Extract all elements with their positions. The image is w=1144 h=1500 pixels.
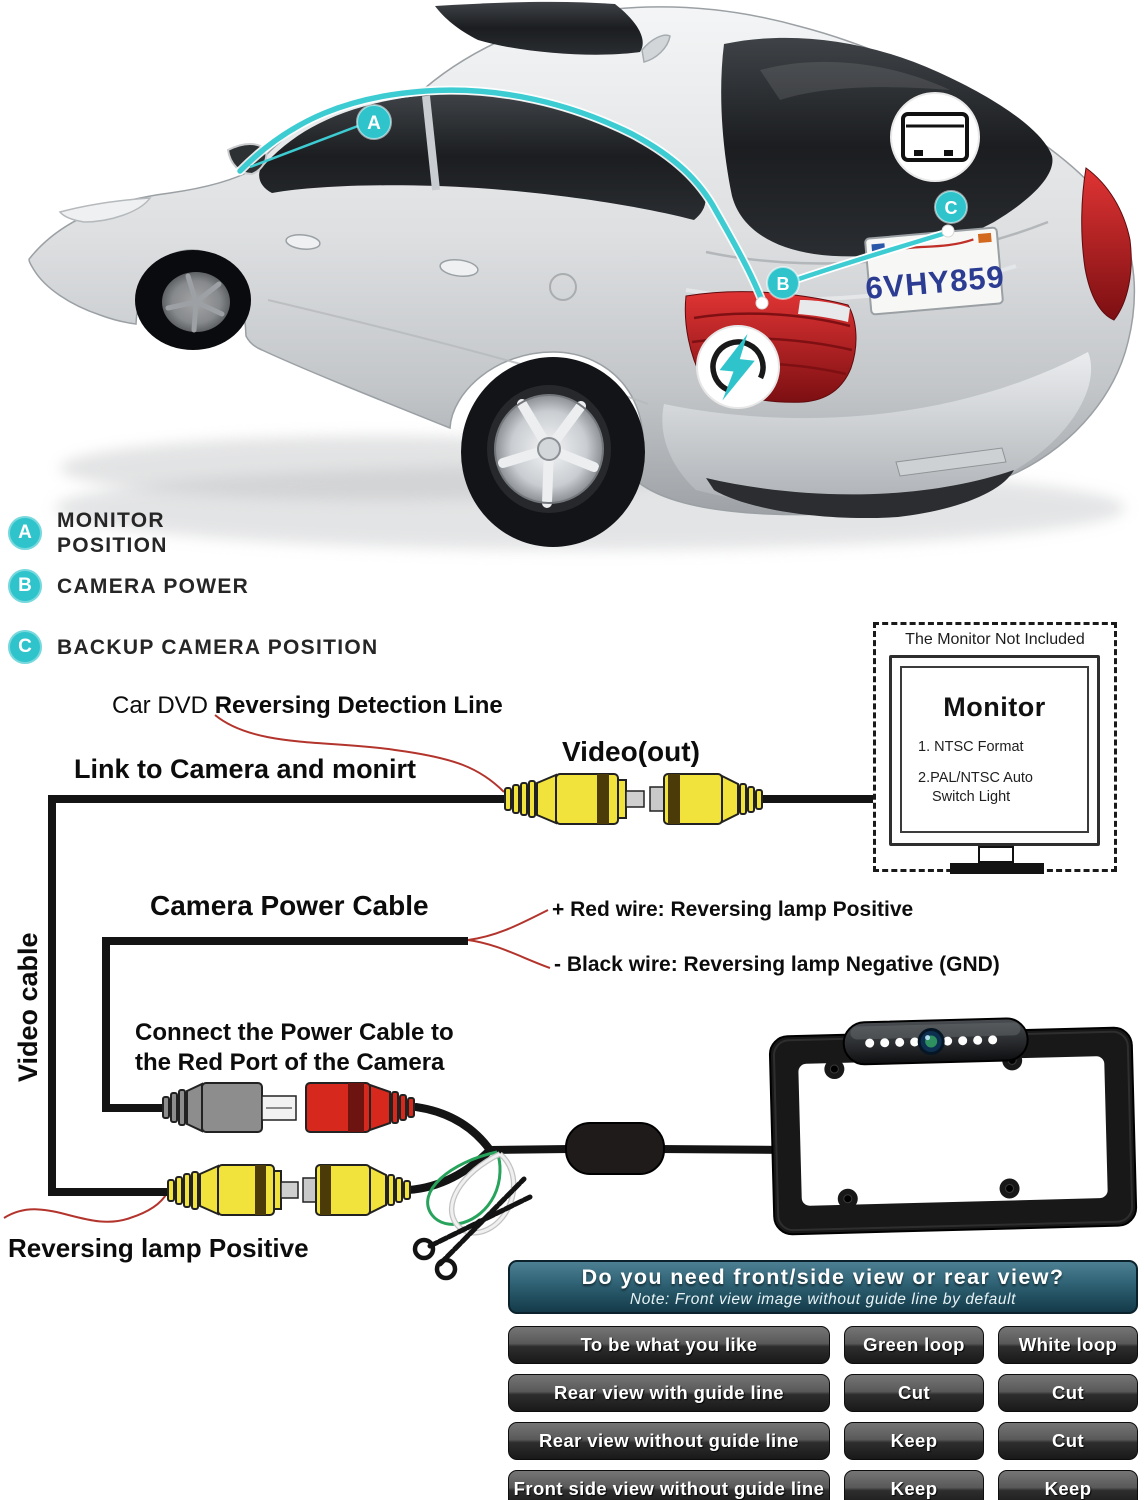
table-cell-row4-option: Front side view without guide line bbox=[508, 1470, 830, 1500]
rca-male-bottom bbox=[168, 1165, 298, 1215]
marker-b bbox=[767, 267, 799, 299]
connect-power-cable-label-line2: the Red Port of the Camera bbox=[135, 1049, 445, 1076]
table-cell-row1-green: Green loop bbox=[844, 1326, 984, 1364]
link-camera-monitor-label: Link to Camera and monirt bbox=[74, 754, 417, 784]
monitor-spec-1: 1. NTSC Format bbox=[918, 739, 1024, 755]
legend-badge-a: A bbox=[8, 516, 42, 550]
view-selection-table bbox=[508, 1260, 1138, 1500]
table-cell-row4-green: Keep bbox=[844, 1470, 984, 1500]
table-cell-row4-white: Keep bbox=[998, 1470, 1138, 1500]
camera-power-cable-label: Camera Power Cable bbox=[150, 890, 429, 921]
connect-power-cable-label-line1: Connect the Power Cable to bbox=[135, 1019, 454, 1046]
black-wire-label: - Black wire: Reversing lamp Negative (GND) bbox=[554, 953, 1000, 976]
table-cell-row2-green: Cut bbox=[844, 1374, 984, 1412]
legend-badge-b: B bbox=[8, 569, 42, 603]
table-header bbox=[508, 1260, 1138, 1314]
legend-label-c: BACKUP CAMERA POSITION bbox=[57, 635, 379, 659]
monitor-title: Monitor bbox=[943, 692, 1046, 722]
marker-a bbox=[357, 105, 391, 139]
monitor-stand-base bbox=[950, 863, 1044, 874]
table-header-note: Note: Front view image without guide line by default bbox=[629, 1291, 1017, 1308]
dvd-reversing-line-label: Car DVD Reversing Detection Line bbox=[112, 692, 503, 719]
plate-frame-camera bbox=[769, 1015, 1136, 1234]
car-photo bbox=[29, 2, 1134, 550]
marker-c bbox=[935, 191, 967, 223]
red-connector-cable bbox=[416, 1107, 490, 1150]
legend-label-b: CAMERA POWER bbox=[57, 574, 250, 598]
monitor-frame bbox=[889, 655, 1100, 846]
power-connector-red bbox=[306, 1083, 414, 1132]
camera-bar bbox=[843, 1018, 1028, 1065]
camera-lens-icon bbox=[919, 1029, 944, 1054]
table-cell-row1-white: White loop bbox=[998, 1326, 1138, 1364]
video-out-label: Video(out) bbox=[562, 736, 700, 767]
table-header-title: Do you need front/side view or rear view? bbox=[581, 1265, 1065, 1289]
lightning-icon bbox=[697, 326, 779, 408]
legend-label-a: MONITOR POSITION bbox=[57, 509, 168, 557]
rca-female-video bbox=[650, 774, 762, 824]
svg-text:A: A bbox=[367, 113, 381, 134]
monitor-spec-2: 2.PAL/NTSC Auto Switch Light bbox=[918, 770, 1033, 805]
monitor-screen bbox=[900, 666, 1089, 833]
cable-end-dot bbox=[756, 297, 768, 309]
table-cell-row3-option: Rear view without guide line bbox=[508, 1422, 830, 1460]
power-connector-gray bbox=[163, 1083, 296, 1132]
video-cable-label: Video cable bbox=[13, 932, 43, 1082]
license-plate-number: 6VHY859 bbox=[863, 258, 1007, 306]
svg-text:B: B bbox=[776, 274, 790, 294]
junction-to-ferrite bbox=[490, 1149, 570, 1150]
table-cell-row2-white: Cut bbox=[998, 1374, 1138, 1412]
svg-text:C: C bbox=[944, 198, 958, 218]
legend-item-camera-power bbox=[8, 569, 249, 603]
monitor-stand-neck bbox=[978, 846, 1014, 863]
monitor-not-included-label: The Monitor Not Included bbox=[905, 631, 1085, 648]
red-fork-up bbox=[468, 910, 548, 940]
video-cable-line bbox=[52, 799, 508, 1192]
legend-item-monitor-position bbox=[8, 508, 168, 558]
red-fork-down bbox=[468, 940, 550, 968]
table-cell-row1-option: To be what you like bbox=[508, 1326, 830, 1364]
legend-item-backup-camera-position bbox=[8, 630, 378, 664]
table-cell-row2-option: Rear view with guide line bbox=[508, 1374, 830, 1412]
ferrite-to-camera bbox=[658, 1149, 790, 1150]
rca-female-bottom bbox=[303, 1165, 410, 1215]
red-wire-label: + Red wire: Reversing lamp Positive bbox=[552, 898, 914, 921]
plate-frame-inset-icon bbox=[891, 93, 979, 181]
table-grid bbox=[508, 1326, 1138, 1500]
revpos-squiggle bbox=[4, 1193, 167, 1222]
cable-end-dot bbox=[942, 225, 954, 237]
monitor-not-included-box bbox=[873, 622, 1117, 872]
sunroof-glass bbox=[435, 2, 643, 55]
ferrite-bead bbox=[566, 1123, 664, 1174]
legend-badge-c: C bbox=[8, 630, 42, 664]
table-cell-row3-green: Keep bbox=[844, 1422, 984, 1460]
reversing-lamp-positive-label: Reversing lamp Positive bbox=[8, 1233, 309, 1263]
rear-wheel bbox=[461, 357, 645, 547]
front-wheel bbox=[135, 250, 251, 350]
table-cell-row3-white: Cut bbox=[998, 1422, 1138, 1460]
rca-male-video bbox=[505, 774, 644, 824]
